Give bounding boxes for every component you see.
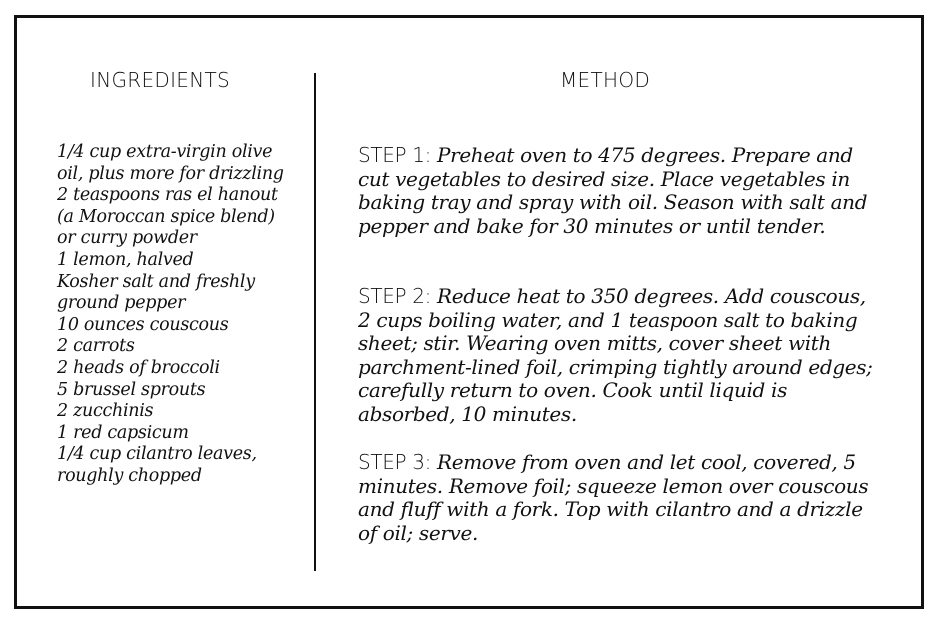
step-label: STEP 1:	[358, 143, 431, 167]
ingredient-item: 5 brussel sprouts	[57, 379, 206, 400]
column-divider	[314, 73, 316, 571]
step-label: STEP 2:	[358, 284, 431, 308]
step-label: STEP 3:	[358, 450, 431, 474]
ingredient-item: 1 red capsicum	[57, 422, 189, 443]
step-text: Remove from oven and let cool, covered, 5 minutes. Remove foil; squeeze lemon over couscous and fluff with a fork. Top with cilantro and a drizzle of oil; serve.	[358, 450, 869, 545]
ingredient-item: 10 ounces couscous	[57, 314, 229, 335]
ingredient-item: 2 carrots	[57, 336, 135, 357]
method-heading: METHOD	[560, 68, 651, 92]
ingredient-item: 2 teaspoons ras el hanout (a Moroccan spice blend) or curry powder	[57, 185, 278, 249]
ingredient-item: 1 lemon, halved	[57, 249, 194, 270]
step-text: Reduce heat to 350 degrees. Add couscous, 2 cups boiling water, and 1 teaspoon salt to baking sheet; stir. Wearing oven mitts, cover sheet with parchment-lined foil, crimping tightly around edges; carefully return to oven. Cook until liquid is absorbed, 10 minutes.	[358, 284, 873, 426]
method-step-3	[358, 451, 878, 545]
ingredients-list	[57, 142, 297, 488]
recipe-card	[14, 15, 924, 609]
ingredient-item: 2 heads of broccoli	[57, 357, 220, 378]
step-text: Preheat oven to 475 degrees. Prepare and cut vegetables to desired size. Place vegetables in baking tray and spray with oil. Season with salt and pepper and bake for 30 minutes or until tender.	[358, 143, 868, 238]
method-step-2	[358, 285, 878, 427]
ingredient-item: 2 zucchinis	[57, 401, 154, 422]
ingredient-item: 1/4 cup cilantro leaves, roughly chopped	[57, 444, 257, 486]
ingredient-item: Kosher salt and freshly ground pepper	[57, 271, 255, 314]
ingredients-heading: INGREDIENTS	[90, 68, 230, 92]
ingredient-item: 1/4 cup extra-virgin olive oil, plus more for drizzling	[57, 142, 284, 184]
method-step-1	[358, 144, 878, 238]
